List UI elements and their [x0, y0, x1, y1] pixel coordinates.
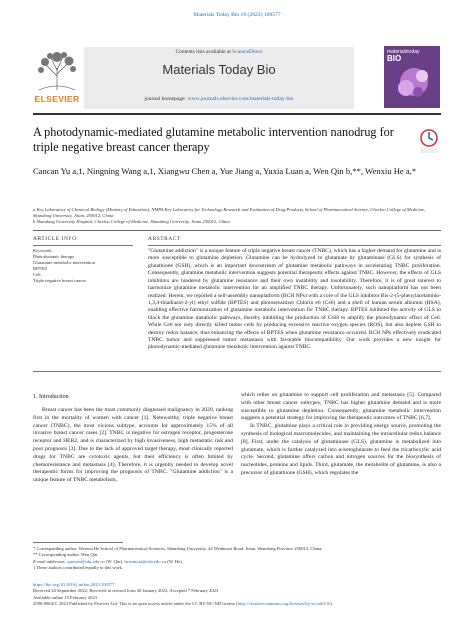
body-column-right	[241, 392, 441, 478]
received-dates: Received 24 September 2022; Received in revised form 30 January 2023; Accepted 7 February 2023	[33, 588, 219, 594]
affiliation-divider	[33, 230, 441, 231]
license-prefix: 2590-0064/© 2023 Published by Elsevier Ltd. This is an open access article under the CC BY-NC-ND license (	[33, 600, 238, 606]
journal-homepage-line	[84, 96, 354, 102]
footnotes	[33, 546, 441, 571]
article-metadata	[33, 582, 441, 607]
email-name-qin: (W. Qin),	[104, 558, 125, 564]
sciencedirect-link[interactable]: ScienceDirect	[232, 49, 263, 55]
license-suffix: ).	[330, 600, 333, 606]
footnote-rule	[33, 542, 123, 543]
intro-paragraph: Breast cancer has been the most commonly diagnosed malignancy in 2020, ranking first in the mortality of women with cancer [1]. Noteworthy, triple negative breast cancer (TNBC), the most vicious subtype, accounts for approximately 15% of all invasive breast cancer cases [2]. TNBC is negative for estrogen receptor, progesterone receptor and HER2, and is characterized by high invasiveness, high metastatic risk and poor prognosis [3]. Due to the lack of approved target therapy, most clinically reported drugs for TNBC are cytotoxic agents, but their efficiency is often limited by chemoresistance and metastasis [4]. Therefore, it is urgently needed to develop novel therapeutic forms for improving the prognosis of TNBC. "Glutamine addiction" is a unique feature of TNBC metabolism,	[33, 407, 233, 484]
journal-citation-link[interactable]: Materials Today Bio 19 (2023) 100577	[193, 12, 281, 18]
keyword-item: Ce6	[33, 272, 41, 278]
article-title: A photodynamic-mediated glutamine metabolic intervention nanodrug for triple negative breast cancer therapy	[33, 125, 394, 154]
keywords-label: Keywords:	[33, 248, 53, 253]
journal-title: Materials Today Bio	[162, 62, 276, 77]
equal-contribution-note: 1 These authors contributed equally to this work.	[33, 564, 123, 570]
cover-title-line-2: BIO	[387, 54, 402, 64]
journal-homepage-link[interactable]: www.journals.elsevier.com/materials-today-bio	[187, 96, 294, 102]
email-name-he: (W. He).	[166, 558, 183, 564]
body-column-left	[33, 407, 233, 485]
author-list: Cancan Yu a,1, Ningning Wang a,1, Xiangwu Chen a, Yue Jiang a, Yuxia Luan a, Wen Qin b,**, Wenxiu He a,*	[33, 166, 417, 176]
intro-paragraph: which relies on glutamine to support cell proliferation and metastasis [5]. Compared with other breast cancer subtypes, TNBC has higher glutamine demand and is more susceptible to glutamine depletion. Consequently, glutamine metabolic intervention suggests a potential strategy for improving the therapeutic outcomes of TNBC [6,7].	[241, 392, 441, 422]
check-for-updates-button[interactable]	[418, 128, 440, 154]
corresponding-author-2: ** Corresponding author. Wen Qin	[33, 552, 98, 558]
introduction-heading: 1. Introduction	[33, 394, 69, 400]
keywords-block	[33, 248, 133, 284]
abstract-rule	[148, 245, 441, 246]
elsevier-logo-text: ELSEVIER	[34, 94, 80, 104]
check-updates-icon	[418, 128, 440, 154]
license-link[interactable]: http://creativecommons.org/licenses/by-nc-nd/4.0/	[237, 600, 331, 606]
intro-paragraph: In TNBC, glutamine plays a critical role in providing energy source, promoting the synthesis of biological macromolecules, and maintaining the intracellular redox balance [8]. First, under the catalysis of glutaminase (GLS), glutamine is metabolized into glutamate, which is further catalyzed into α-ketoglutarate to feed the tricarboxylic acid cycle. Second, glutamine offers carbon and nitrogen sources for the biosynthesis of nucleotides, proteins and lipids. Third, glutamate, the metabolite of glutamine, is also a precursor of glutathione (GSH), which regulates the	[241, 423, 441, 476]
keyword-item: Triple negative breast cancer	[33, 278, 87, 284]
abstract-text: "Glutamine addiction" is a unique feature of triple negative breast cancer (TNBC), which has a higher demand for glutamine and is more susceptible to glutamine depletion. Glutamine can be hydrolyzed to glutamate by glutaminase (GLS) for synthesis of glutathione (GSH), which is an important downstream of glutamine metabolic pathways in accelerating TNBC proliferation. Consequently, glutamine metabolic intervention suggests potential therapeutic effects against TNBC. However, the effects of GLS inhibitors are hindered by glutamine resistance and their own instability and insolubility. Therefore, it is of great interest to harmonize glutamine metabolic intervention for an amplified TNBC therapy. Unfortunately, such nanoplatform has not been realized. Herein, we reported a self-assembly nanoplatform (BCH NPs) with a core of the GLS inhibitor Bis-2-(5-phenylacetamido-1,3,4-thiadiazol-2-yl) ethyl sulfide (BPTES) and photosensitizer Chlorin e6 (Ce6) and a shell of human serum albumin (HSA), enabling effective harmonization of glutamine metabolic intervention for TNBC therapy. BPTES inhibited the activity of GLS to block the glutamine metabolic pathways, thereby inhibiting the production of GSH to amplify the photodynamic effect of Ce6. While Ce6 not only directly killed tumor cells by producing excessive reactive oxygen species (ROS), but also deplete GSH to destroy redox balance, thus enhancing the effects of BPTES when glutamine resistance occurred. BCH NPs effectively eradicated TNBC tumor and suppressed tumor metastasis with favorable biocompatibility. Our work provides a new insight for photodynamic-mediated glutamine metabolic intervention against TNBC.	[148, 248, 441, 351]
email-link-he[interactable]: hewenxiu@sdu.edu.cn	[124, 558, 167, 564]
abstract-heading: ABSTRACT	[148, 236, 181, 242]
keyword-item: Glutamine metabolic intervention	[33, 260, 95, 266]
affiliation-b: b Shandong University Hospital, Cheeloo College of Medicine, Shandong University, Jinan 250012, China	[33, 219, 230, 225]
keyword-item: Photodynamic therapy	[33, 254, 75, 260]
contents-prefix: Contents lists available at	[175, 49, 233, 55]
online-date: Available online 15 February 2023	[33, 594, 97, 600]
affiliations	[33, 207, 441, 226]
corresponding-author-1: * Corresponding author. Wenxiu He School of Pharmaceutical Sciences, Shandong University, 44 Wenhuaxi Road, Jinan, Shandong Province 250012, China.	[33, 546, 323, 551]
keyword-item: BPTES	[33, 266, 47, 272]
license-line	[33, 601, 441, 607]
cover-title	[387, 50, 437, 64]
email-label: E-mail addresses:	[33, 558, 67, 564]
affiliation-a: a Key Laboratory of Chemical Biology (Ministry of Education), NMPA Key Laboratory for Technology Research and Evaluation of Drug Products, School of Pharmaceutical Science, Cheeloo College of Medicine, Shandong University, Jinan, 250012, China	[33, 207, 426, 219]
homepage-prefix: journal homepage:	[144, 96, 188, 102]
abstract-divider	[33, 371, 441, 372]
contents-line	[84, 49, 354, 55]
cover-title-line-1: materialstoday	[387, 49, 420, 55]
header-divider	[33, 113, 441, 115]
doi-link[interactable]: https://doi.org/10.1016/j.mtbio.2023.100577	[33, 582, 115, 587]
email-link-qin[interactable]: qinwen@sdu.edu.cn	[67, 558, 105, 564]
article-info-rule	[33, 245, 133, 246]
article-info-heading: ARTICLE INFO	[33, 236, 77, 242]
